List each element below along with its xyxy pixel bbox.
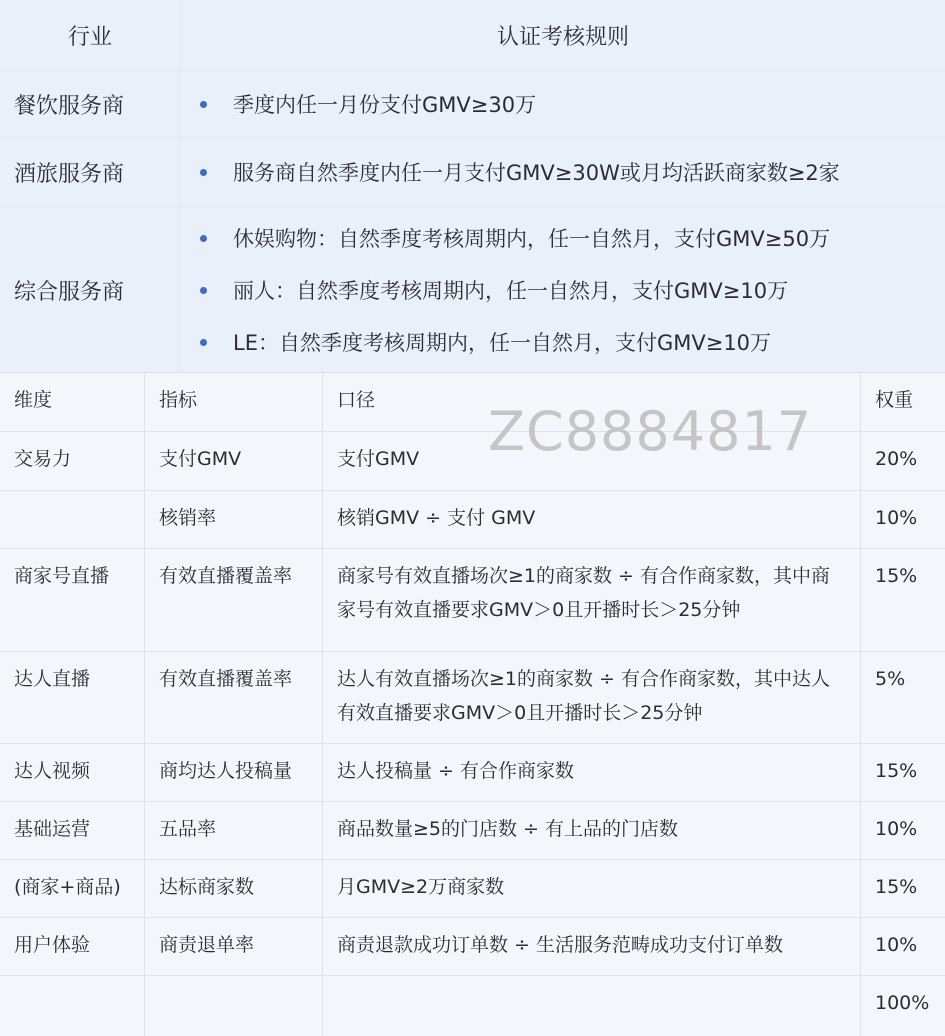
dimension-cell xyxy=(0,976,145,1036)
metric-cell: 有效直播覆盖率 xyxy=(145,652,323,743)
bullet-icon xyxy=(200,101,207,108)
bullet-icon xyxy=(200,169,207,176)
total-row xyxy=(0,976,945,1036)
table-row xyxy=(0,207,945,373)
weight-cell: 15% xyxy=(875,876,918,898)
rule-item xyxy=(200,316,945,368)
rule-text: 服务商自然季度内任一月支付GMV≥30W或月均活跃商家数≥2家 xyxy=(233,161,840,185)
metric-cell: 核销率 xyxy=(145,491,323,548)
header-dimension: 维度 xyxy=(0,373,145,431)
dimension-cell: 用户体验 xyxy=(0,918,145,975)
weight-cell: 20% xyxy=(875,448,918,470)
rule-text: 季度内任一月份支付GMV≥30万 xyxy=(233,93,537,117)
rule-item xyxy=(200,146,945,198)
header-definition: 口径 xyxy=(323,373,861,431)
rules-table-header xyxy=(0,0,945,71)
header-metric: 指标 xyxy=(145,373,323,431)
definition-cell: 核销GMV ÷ 支付 GMV xyxy=(323,491,861,548)
definition-cell xyxy=(323,976,861,1036)
header-rules: 认证考核规则 xyxy=(496,24,629,50)
metric-cell: 支付GMV xyxy=(145,432,323,490)
metric-cell: 商均达人投稿量 xyxy=(145,744,323,801)
definition-cell: 达人有效直播场次≥1的商家数 ÷ 有合作商家数，其中达人有效直播要求GMV＞0且开播时长＞25分钟 xyxy=(323,652,861,743)
table-row xyxy=(0,802,945,860)
definition-cell: 商品数量≥5的门店数 ÷ 有上品的门店数 xyxy=(323,802,861,859)
metric-cell: 五品率 xyxy=(145,802,323,859)
rule-item xyxy=(200,78,945,130)
table-row xyxy=(0,652,945,744)
definition-cell: 月GMV≥2万商家数 xyxy=(323,860,861,917)
table-row xyxy=(0,860,945,918)
dimension-cell: (商家+商品) xyxy=(0,860,145,917)
metric-cell: 有效直播覆盖率 xyxy=(145,549,323,651)
dimension-cell: 达人视频 xyxy=(0,744,145,801)
rule-text: LE：自然季度考核周期内，任一自然月，支付GMV≥10万 xyxy=(233,331,772,355)
weight-cell: 10% xyxy=(875,934,918,956)
rule-item xyxy=(200,264,945,316)
table-row xyxy=(0,71,945,138)
weight-cell: 15% xyxy=(875,565,918,587)
definition-cell: 商责退款成功订单数 ÷ 生活服务范畴成功支付订单数 xyxy=(323,918,861,975)
evaluation-metrics-table xyxy=(0,372,945,1036)
definition-cell: 支付GMV xyxy=(323,432,861,490)
dimension-cell: 交易力 xyxy=(0,432,145,490)
bullet-icon xyxy=(200,235,207,242)
definition-cell: 达人投稿量 ÷ 有合作商家数 xyxy=(323,744,861,801)
weight-cell: 10% xyxy=(875,818,918,840)
table-row xyxy=(0,138,945,207)
header-weight: 权重 xyxy=(875,389,914,411)
dimension-cell xyxy=(0,491,145,548)
metric-cell: 商责退单率 xyxy=(145,918,323,975)
table-row xyxy=(0,491,945,549)
industry-name: 餐饮服务商 xyxy=(0,71,180,137)
metric-cell: 达标商家数 xyxy=(145,860,323,917)
dimension-cell: 达人直播 xyxy=(0,652,145,743)
rule-item xyxy=(200,212,945,264)
weight-cell: 5% xyxy=(875,668,906,690)
industry-name: 综合服务商 xyxy=(0,207,180,373)
dimension-cell: 商家号直播 xyxy=(0,549,145,651)
industry-name: 酒旅服务商 xyxy=(0,138,180,206)
table-row xyxy=(0,744,945,802)
bullet-icon xyxy=(200,339,207,346)
rule-text: 休娱购物：自然季度考核周期内，任一自然月，支付GMV≥50万 xyxy=(233,227,831,251)
header-industry: 行业 xyxy=(0,0,181,70)
definition-cell: 商家号有效直播场次≥1的商家数 ÷ 有合作商家数，其中商家号有效直播要求GMV＞0且开播时长＞25分钟 xyxy=(323,549,861,651)
rule-text: 丽人：自然季度考核周期内，任一自然月，支付GMV≥10万 xyxy=(233,279,789,303)
total-weight-cell: 100% xyxy=(875,992,930,1014)
bullet-icon xyxy=(200,287,207,294)
weight-cell: 15% xyxy=(875,760,918,782)
table-row xyxy=(0,549,945,652)
metric-cell xyxy=(145,976,323,1036)
dimension-cell: 基础运营 xyxy=(0,802,145,859)
watermark-text: ZC8884817 xyxy=(488,400,813,463)
weight-cell: 10% xyxy=(875,507,918,529)
certification-rules-table xyxy=(0,0,945,373)
table-row xyxy=(0,918,945,976)
